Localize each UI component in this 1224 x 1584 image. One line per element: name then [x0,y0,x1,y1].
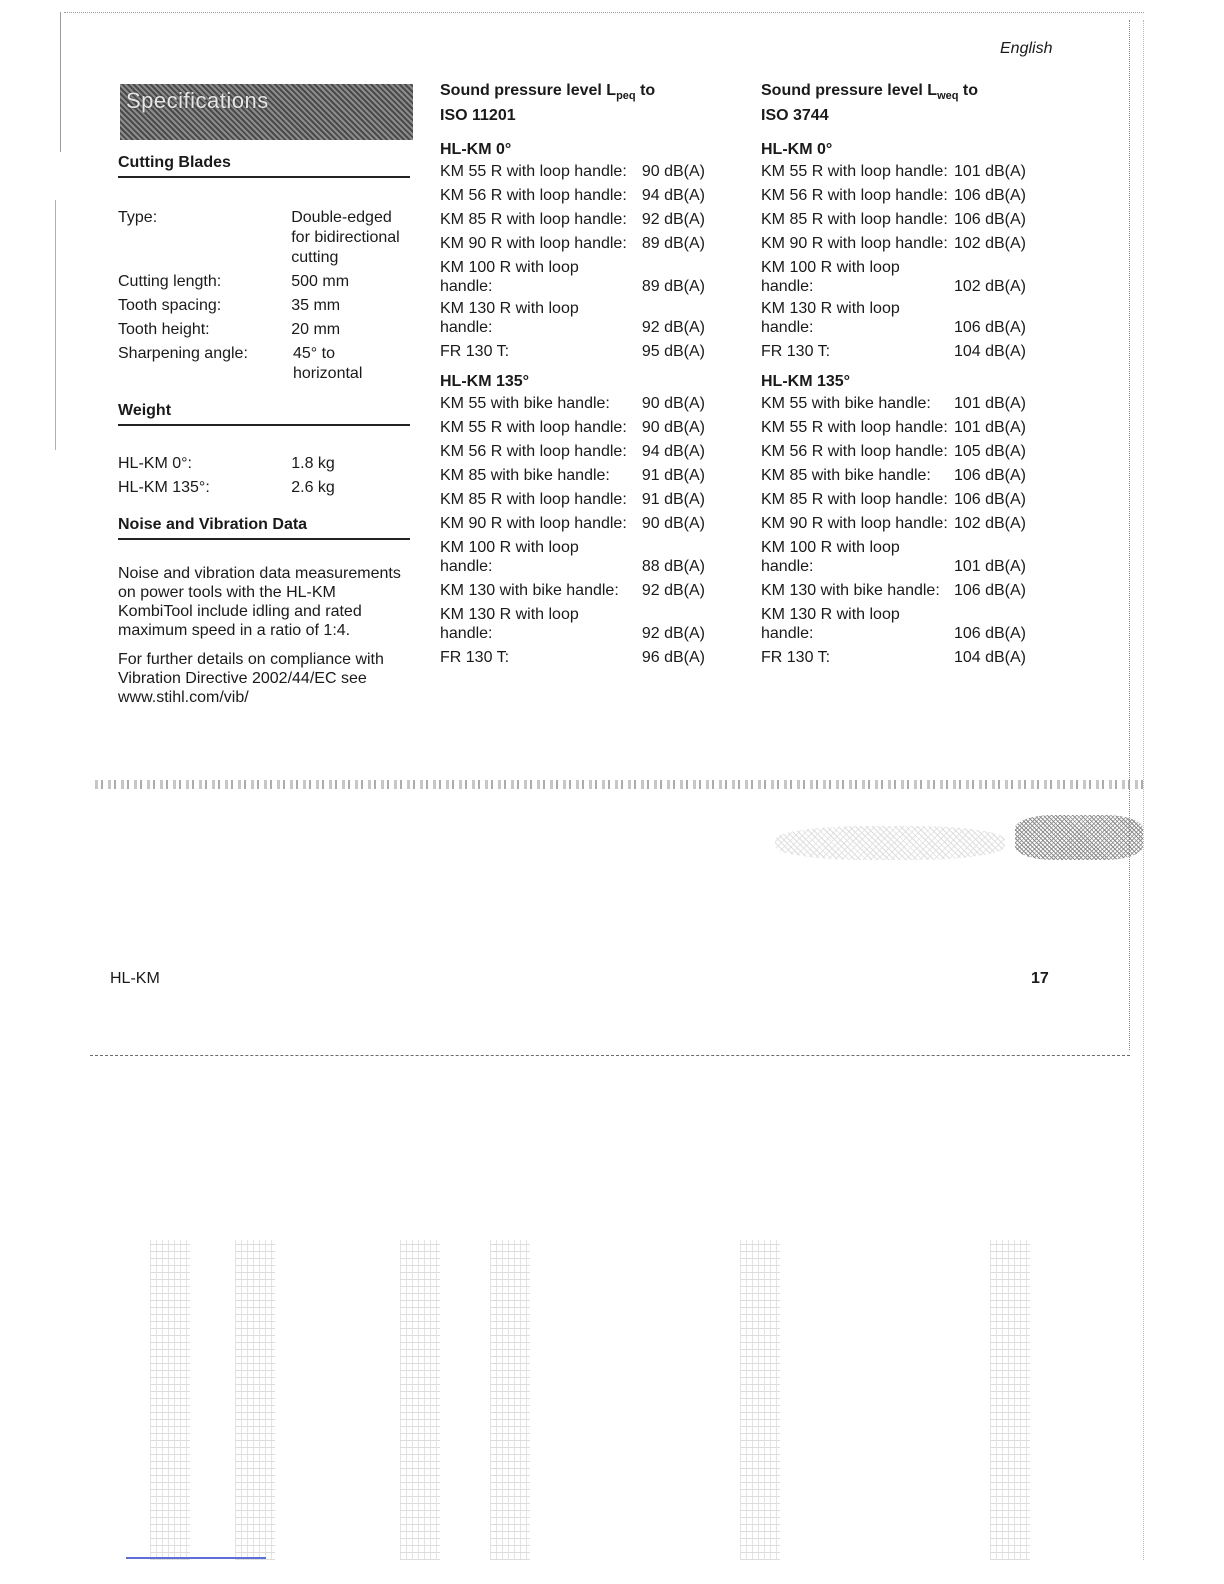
scan-edge-top [64,12,1144,13]
row-value: 92 dB(A) [641,319,705,337]
scan-edge-left [60,12,61,152]
lpeq-column [440,81,705,670]
row-value: 106 dB(A) [953,319,1026,337]
sound-level-row [761,464,1026,488]
row-label: KM 55 R with loop handle: [761,419,948,437]
row-label-tail: handle: [761,319,814,337]
row-value: 90 dB(A) [641,515,705,533]
sound-level-row [761,392,1026,416]
row-label: KM 100 R with loop [440,259,579,277]
scan-noise-column [400,1240,440,1560]
lweq-column [761,81,1026,670]
sound-level-row [761,258,1026,296]
row-label: KM 56 R with loop handle: [761,187,948,205]
row-label: KM 130 R with loop [761,606,900,624]
row-label: KM 130 with bike handle: [440,582,619,600]
sound-level-row [761,299,1026,337]
sound-level-row [761,160,1026,184]
banner-title: Specifications [126,88,269,113]
row-label-continuation [761,277,1026,296]
spec-row-type [118,208,410,268]
row-label: KM 130 with bike handle: [761,582,940,600]
row-label-tail: handle: [440,278,493,296]
spec-row-cutting-length [118,270,410,294]
row-value: 92 dB(A) [641,211,705,229]
row-value: 89 dB(A) [641,278,705,296]
specs-column [118,154,410,707]
row-value: 104 dB(A) [953,343,1026,361]
row-value: 106 dB(A) [953,211,1026,229]
row-label: KM 55 R with loop handle: [440,163,627,181]
row-label: KM 100 R with loop [440,539,579,557]
row-label-tail: handle: [440,319,493,337]
row-label: KM 56 R with loop handle: [761,443,948,461]
sound-level-row [761,488,1026,512]
sound-level-row [440,184,705,208]
language-label: English [1000,40,1053,57]
row-label: KM 85 with bike handle: [761,467,931,485]
cutting-blades-heading: Cutting Blades [118,154,410,178]
row-label: KM 100 R with loop [761,259,900,277]
title-standard: ISO 11201 [440,107,516,125]
row-label: KM 55 with bike handle: [761,395,931,413]
row-label: KM 85 R with loop handle: [761,211,948,229]
spec-label: Cutting length: [118,273,222,290]
weight-label: HL-KM 135°: [118,479,210,496]
sound-level-row [440,160,705,184]
scan-edge-right-outer [1143,20,1144,1560]
row-label: KM 56 R with loop handle: [440,187,627,205]
row-label-continuation [440,557,705,576]
row-label: KM 90 R with loop handle: [440,235,627,253]
sound-level-row [440,579,705,603]
spec-label: Tooth height: [118,321,210,338]
row-value: 95 dB(A) [641,343,705,361]
sound-level-row [440,646,705,670]
page-number: 17 [1031,970,1049,987]
scan-noise-blob-dark [1015,815,1143,860]
vibration-directive-paragraph: For further details on compliance with Vibration Directive 2002/44/EC see www.stihl.com/vib/ [118,651,384,706]
row-value: 106 dB(A) [953,187,1026,205]
spec-label: Tooth spacing: [118,297,222,314]
row-label: KM 55 R with loop handle: [440,419,627,437]
row-label-continuation [761,624,1026,643]
sound-level-row [761,646,1026,670]
row-label-tail: handle: [440,558,493,576]
lweq-group-135-list [761,392,1026,670]
lweq-group-135-heading: HL-KM 135° [761,373,851,391]
spec-row-sharpening-angle [118,344,410,384]
row-label: KM 100 R with loop [761,539,900,557]
row-label: KM 55 with bike handle: [440,395,610,413]
spec-label: Sharpening angle: [118,345,248,362]
blue-underline-mark [126,1557,266,1559]
row-value: 96 dB(A) [641,649,705,667]
row-value: 104 dB(A) [953,649,1026,667]
specifications-banner [120,84,413,140]
row-value: 106 dB(A) [953,625,1026,643]
row-label-tail: handle: [761,625,814,643]
lpeq-group-135-heading: HL-KM 135° [440,373,530,391]
spec-value: Double-edged for bidirectional cutting [291,209,400,266]
title-text-tail: to [635,82,656,99]
footer-model: HL-KM [110,970,160,987]
row-label: KM 130 R with loop [761,300,900,318]
title-subscript: weq [937,90,959,103]
scan-noise-column [990,1240,1030,1560]
row-value: 90 dB(A) [641,395,705,413]
spec-value: 500 mm [291,273,350,290]
title-text-tail: to [958,82,979,99]
sound-level-row [761,440,1026,464]
row-value: 91 dB(A) [641,491,705,509]
noise-paragraph: Noise and vibration data measurements on power tools with the HL-KM KombiTool include idling and rated maximum speed in a ratio of 1:4. [118,565,401,639]
sound-level-row [440,208,705,232]
weight-row-0 [118,452,410,476]
sound-level-row [761,512,1026,536]
scan-noise-column [150,1240,190,1560]
row-label: KM 55 R with loop handle: [761,163,948,181]
row-label: FR 130 T: [440,343,510,361]
row-label-continuation [761,557,1026,576]
row-value: 90 dB(A) [641,419,705,437]
row-label-tail: handle: [440,625,493,643]
spec-value: 45° to horizontal [293,345,363,382]
row-label: KM 130 R with loop [440,300,579,318]
scan-noise-band [95,780,1145,789]
sound-level-row [761,416,1026,440]
row-label-continuation [440,318,705,337]
row-label-tail: handle: [761,558,814,576]
sound-level-row [440,416,705,440]
scan-noise-column [490,1240,530,1560]
scan-noise-column [740,1240,780,1560]
sound-level-row [440,232,705,256]
row-label: KM 90 R with loop handle: [761,515,948,533]
spec-row-tooth-height [118,318,410,342]
lpeq-group-135-list [440,392,705,670]
sound-level-row [440,299,705,337]
sound-level-row [761,538,1026,576]
sound-level-row [440,512,705,536]
row-value: 89 dB(A) [641,235,705,253]
sound-level-row [440,538,705,576]
sound-level-row [440,440,705,464]
sound-level-row [761,232,1026,256]
row-value: 101 dB(A) [953,163,1026,181]
row-label: KM 90 R with loop handle: [440,515,627,533]
weight-value: 2.6 kg [291,479,335,496]
title-subscript: peq [616,90,636,103]
row-value: 90 dB(A) [641,163,705,181]
row-label: KM 85 with bike handle: [440,467,610,485]
row-value: 92 dB(A) [641,582,705,600]
row-label: FR 130 T: [440,649,510,667]
sound-level-row [761,184,1026,208]
row-label-continuation [440,277,705,296]
lweq-title [761,81,1026,126]
row-value: 92 dB(A) [641,625,705,643]
spec-value: 20 mm [291,321,341,338]
weight-heading: Weight [118,402,410,426]
row-label: KM 85 R with loop handle: [440,491,627,509]
sound-level-row [440,605,705,643]
weight-label: HL-KM 0°: [118,455,192,472]
row-value: 94 dB(A) [641,443,705,461]
sound-level-row [761,605,1026,643]
sound-level-row [761,340,1026,364]
lpeq-group-0-list [440,160,705,364]
weight-row-135 [118,476,410,500]
spec-value: 35 mm [291,297,341,314]
noise-vibration-heading: Noise and Vibration Data [118,516,410,540]
sound-level-row [440,464,705,488]
row-label: KM 56 R with loop handle: [440,443,627,461]
row-value: 101 dB(A) [953,395,1026,413]
row-value: 91 dB(A) [641,467,705,485]
row-value: 102 dB(A) [953,515,1026,533]
row-value: 102 dB(A) [953,278,1026,296]
scan-edge-right [1129,20,1130,1050]
row-value: 101 dB(A) [953,419,1026,437]
row-label: FR 130 T: [761,343,831,361]
row-value: 106 dB(A) [953,491,1026,509]
row-label: FR 130 T: [761,649,831,667]
row-value: 106 dB(A) [953,467,1026,485]
row-value: 106 dB(A) [953,582,1026,600]
page-bottom-rule [90,1055,1130,1056]
lweq-group-0-list [761,160,1026,364]
row-value: 101 dB(A) [953,558,1026,576]
row-label-continuation [440,624,705,643]
row-label-continuation [761,318,1026,337]
scan-noise-column [235,1240,275,1560]
spec-label: Type: [118,209,158,226]
row-label: KM 85 R with loop handle: [761,491,948,509]
spec-row-tooth-spacing [118,294,410,318]
sound-level-row [761,579,1026,603]
weight-value: 1.8 kg [291,455,335,472]
row-label: KM 90 R with loop handle: [761,235,948,253]
scan-noise-blob [775,826,1005,860]
row-value: 102 dB(A) [953,235,1026,253]
sound-level-row [440,340,705,364]
sound-level-row [761,208,1026,232]
row-label: KM 85 R with loop handle: [440,211,627,229]
lpeq-title [440,81,705,126]
row-value: 94 dB(A) [641,187,705,205]
title-standard: ISO 3744 [761,107,829,125]
sound-level-row [440,488,705,512]
title-text: Sound pressure level L [761,82,938,99]
scan-edge-left-lower [55,200,56,450]
sound-level-row [440,392,705,416]
row-label-tail: handle: [761,278,814,296]
lpeq-group-0-heading: HL-KM 0° [440,141,512,159]
sound-level-row [440,258,705,296]
row-label: KM 130 R with loop [440,606,579,624]
lweq-group-0-heading: HL-KM 0° [761,141,833,159]
row-value: 105 dB(A) [953,443,1026,461]
title-text: Sound pressure level L [440,82,617,99]
row-value: 88 dB(A) [641,558,705,576]
